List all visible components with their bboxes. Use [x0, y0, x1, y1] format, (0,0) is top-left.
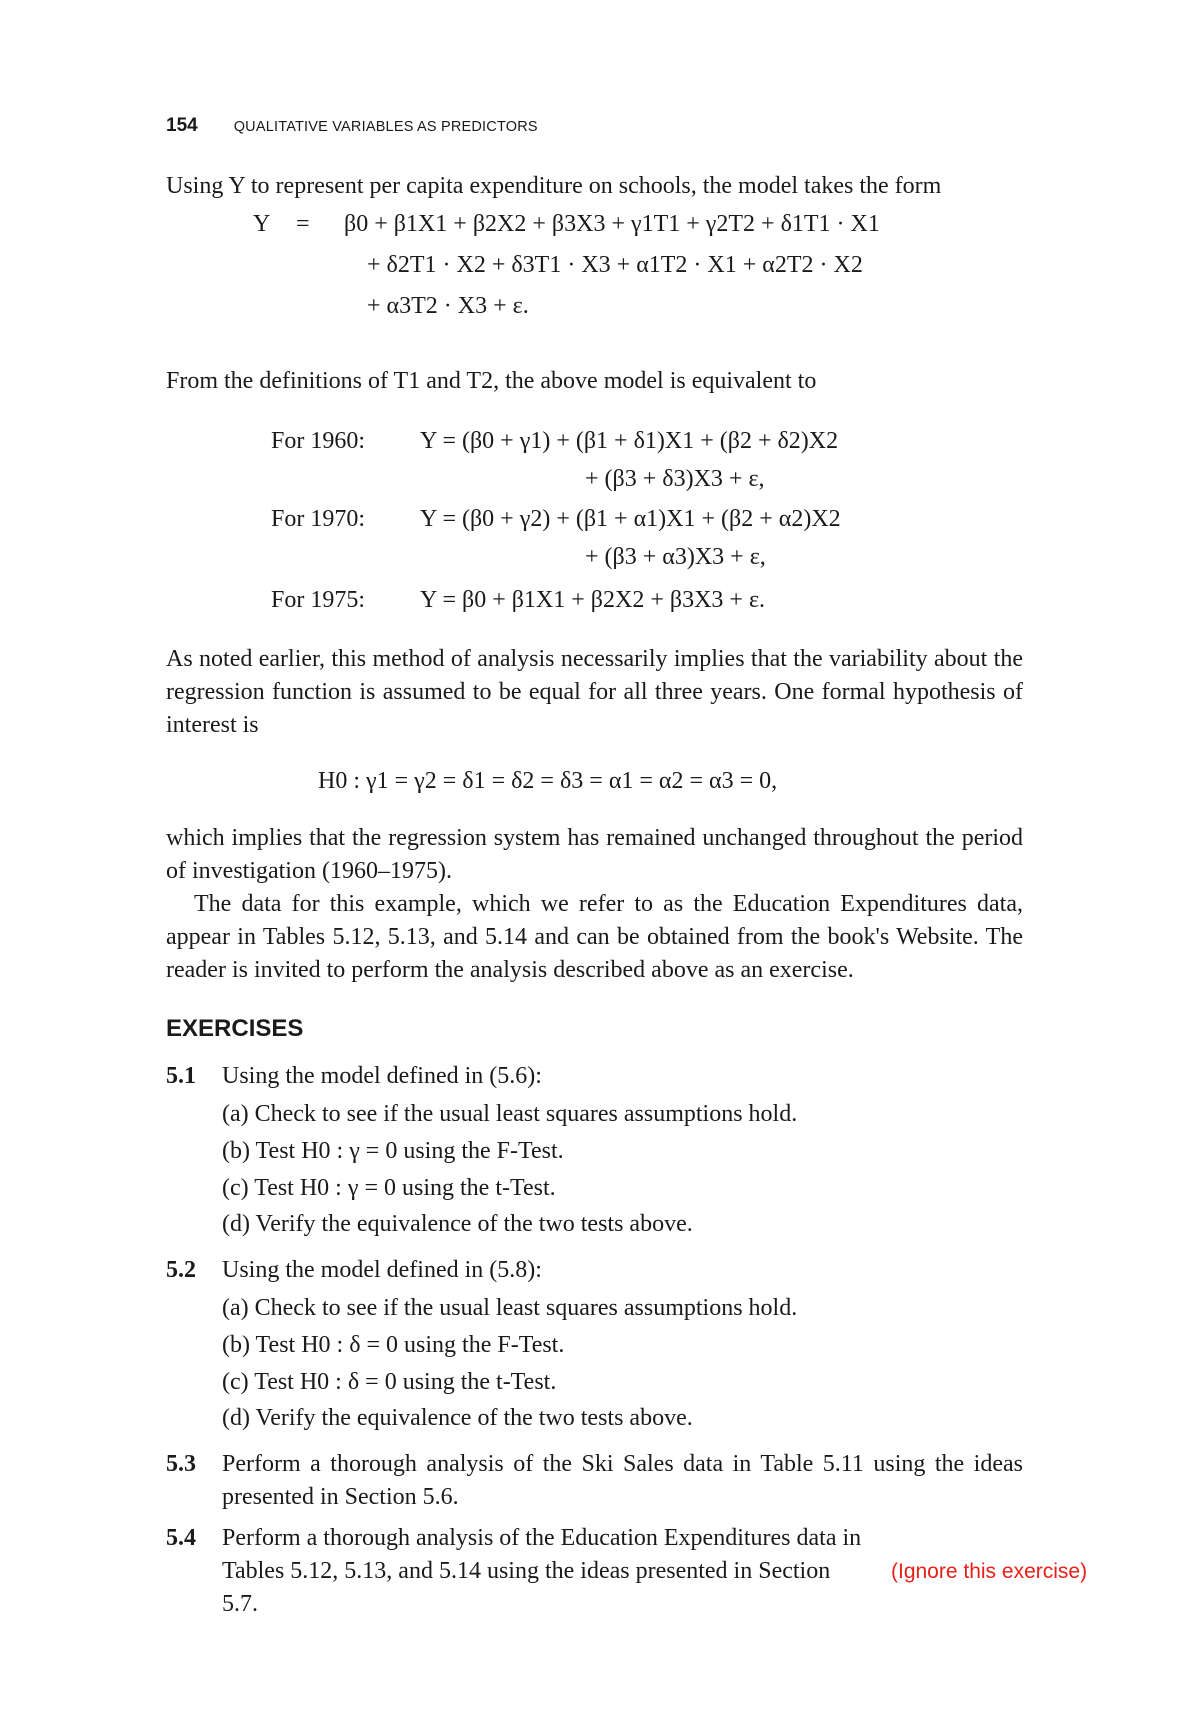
model-eq-line-3: + α3T2 · X3 + ε. — [367, 293, 529, 319]
exercise-5-2-item-b: (b) Test H0 : δ = 0 using the F-Test. — [222, 1332, 565, 1358]
model-eq-line-1: β0 + β1X1 + β2X2 + β3X3 + γ1T1 + γ2T2 + δ1T1 · X1 — [344, 211, 880, 237]
exercise-5-1-item-a: (a) Check to see if the usual least squares assumptions hold. — [222, 1101, 798, 1127]
exercises-heading: EXERCISES — [166, 1015, 304, 1042]
exercise-5-2-item-a: (a) Check to see if the usual least squares assumptions hold. — [222, 1295, 798, 1321]
model-eq-equals: = — [296, 211, 310, 237]
model-eq-line-2: + δ2T1 · X2 + δ3T1 · X3 + α1T2 · X1 + α2T2 · X2 — [367, 252, 863, 278]
definitions-paragraph: From the definitions of T1 and T2, the above model is equivalent to — [166, 368, 817, 394]
exercise-number-5-4: 5.4 — [166, 1525, 196, 1551]
running-head — [166, 108, 538, 144]
year-label-1975: For 1975: — [271, 587, 366, 613]
exercise-number-5-3: 5.3 — [166, 1451, 196, 1477]
model-eq-lhs: Y — [253, 211, 271, 237]
exercise-text-5-1: Using the model defined in (5.6): — [222, 1063, 542, 1089]
implies-paragraph: which implies that the regression system has remained unchanged throughout the period of investigation (1960–1975). — [166, 825, 1023, 884]
hypothesis-equation: H0 : γ1 = γ2 = δ1 = δ2 = δ3 = α1 = α2 = α3 = 0, — [318, 768, 778, 794]
handwritten-annotation: (Ignore this exercise) — [891, 1560, 1088, 1583]
year-1970-eq-line-1: Y = (β0 + γ2) + (β1 + α1)X1 + (β2 + α2)X2 — [420, 506, 841, 532]
exercise-number-5-2: 5.2 — [166, 1257, 196, 1283]
intro-paragraph: Using Y to represent per capita expenditure on schools, the model takes the form — [166, 173, 942, 199]
year-label-1970: For 1970: — [271, 506, 366, 532]
exercise-5-1-item-c: (c) Test H0 : γ = 0 using the t-Test. — [222, 1175, 556, 1201]
year-1960-eq-line-2: + (β3 + δ3)X3 + ε, — [585, 466, 765, 492]
year-1975-eq-line-1: Y = β0 + β1X1 + β2X2 + β3X3 + ε. — [420, 587, 766, 613]
exercise-text-5-2: Using the model defined in (5.8): — [222, 1257, 542, 1283]
exercise-text-5-4: Perform a thorough analysis of the Education Expenditures data in Tables 5.12, 5.13, and 5.14 using the ideas presented in Section 5.7. — [222, 1525, 862, 1617]
variability-paragraph: As noted earlier, this method of analysis necessarily implies that the variability about the regression function is assumed to be equal for all three years. One formal hypothesis of interest is — [166, 646, 1023, 738]
exercise-number-5-1: 5.1 — [166, 1063, 196, 1089]
exercise-5-1-item-d: (d) Verify the equivalence of the two tests above. — [222, 1211, 693, 1237]
exercise-5-1-item-b: (b) Test H0 : γ = 0 using the F-Test. — [222, 1138, 564, 1164]
year-1960-eq-line-1: Y = (β0 + γ1) + (β1 + δ1)X1 + (β2 + δ2)X2 — [420, 428, 839, 454]
exercise-5-2-item-d: (d) Verify the equivalence of the two tests above. — [222, 1405, 693, 1431]
page-number: 154 — [166, 115, 198, 136]
exercise-5-2-item-c: (c) Test H0 : δ = 0 using the t-Test. — [222, 1369, 557, 1395]
year-1970-eq-line-2: + (β3 + α3)X3 + ε, — [585, 544, 766, 570]
data-paragraph: The data for this example, which we refer to as the Education Expenditures data, appear in Tables 5.12, 5.13, and 5.14 and can be obtained from the book's Website. The reader is invited to perform the analysis described above as an exercise. — [166, 891, 1023, 983]
year-label-1960: For 1960: — [271, 428, 366, 454]
running-title: QUALITATIVE VARIABLES AS PREDICTORS — [233, 119, 538, 135]
exercise-text-5-3: Perform a thorough analysis of the Ski Sales data in Table 5.11 using the ideas presented in Section 5.6. — [222, 1451, 1023, 1510]
